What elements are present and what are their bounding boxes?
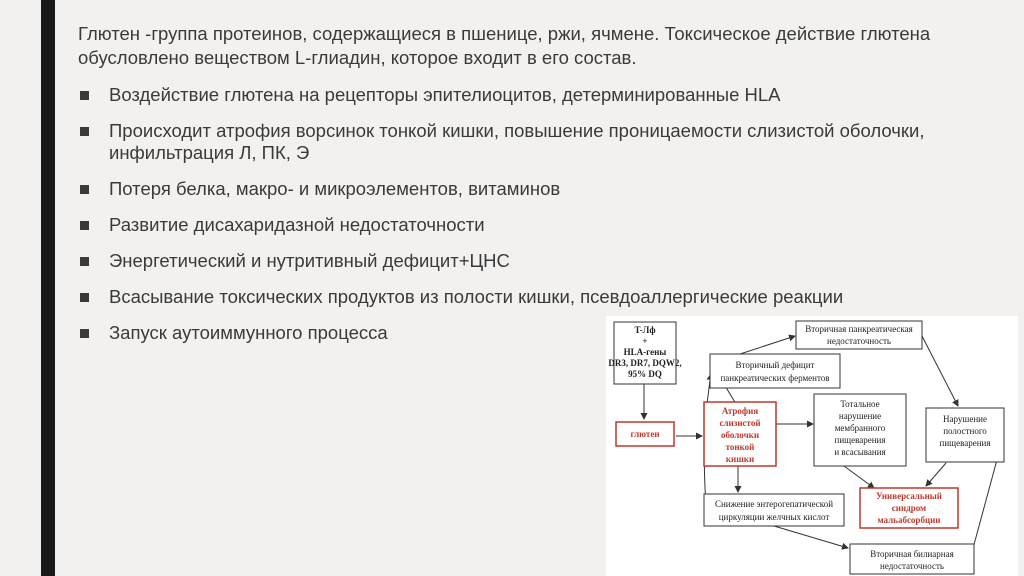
svg-text:Вторичный дефицит: Вторичный дефицит — [735, 360, 815, 370]
node-cavity-digestion — [926, 408, 1004, 462]
bullet-item: Развитие дисахаридазной недостаточности — [78, 214, 998, 236]
svg-text:T-Лф: T-Лф — [634, 325, 656, 335]
node-biliary-insufficiency — [850, 544, 974, 574]
svg-text:Нарушение: Нарушение — [943, 414, 987, 424]
node-total-membrane-digestion — [814, 394, 906, 466]
svg-text:нарушение: нарушение — [838, 411, 882, 421]
svg-text:кишки: кишки — [725, 454, 755, 464]
bullet-item: Воздействие глютена на рецепторы эпителиоцитов, детерминированные HLA — [78, 84, 998, 106]
square-bullet-icon — [80, 293, 89, 302]
node-secondary-pancreatic-insufficiency — [796, 321, 922, 349]
svg-text:пищеварения: пищеварения — [939, 438, 991, 448]
svg-text:HLA-гены: HLA-гены — [623, 347, 667, 357]
node-enterohepatic — [704, 494, 844, 526]
node-atrophy — [704, 402, 776, 466]
slide-content — [78, 22, 998, 358]
svg-text:пищеварения: пищеварения — [834, 435, 886, 445]
node-gluten — [616, 422, 674, 446]
square-bullet-icon — [80, 329, 89, 338]
bullet-item: Всасывание токсических продуктов из полости кишки, псевдоаллергические реакции — [78, 286, 998, 308]
arrow-pancreatic-to-cavity — [922, 336, 958, 406]
bullet-item: Потеря белка, макро- и микроэлементов, витаминов — [78, 178, 998, 200]
square-bullet-icon — [80, 91, 89, 100]
svg-text:синдром: синдром — [891, 503, 927, 513]
svg-text:Снижение энтерогепатической: Снижение энтерогепатической — [714, 499, 834, 509]
arrow-enterohepatic-to-biliary — [774, 526, 848, 548]
svg-text:мембранного: мембранного — [834, 423, 886, 433]
bullet-item: Запуск аутоиммунного процесса — [78, 322, 998, 344]
svg-text:недостаточность: недостаточность — [880, 561, 944, 571]
arrow-biliary-to-cavity — [972, 456, 998, 552]
arrow-cavity-to-malabsorption — [926, 463, 946, 486]
bullet-item: Энергетический и нутритивный дефицит+ЦНС — [78, 250, 998, 272]
bullet-list — [78, 84, 998, 344]
pathogenesis-diagram — [606, 316, 1018, 576]
svg-text:Вторичная панкреатическая: Вторичная панкреатическая — [805, 324, 913, 334]
svg-text:глютен: глютен — [630, 429, 660, 439]
svg-text:оболочки: оболочки — [720, 430, 760, 440]
svg-text:95% DQ: 95% DQ — [628, 369, 662, 379]
svg-text:мальабсорбции: мальабсорбции — [877, 515, 941, 525]
svg-text:DR3, DR7, DQW2,: DR3, DR7, DQW2, — [608, 358, 682, 368]
intro-paragraph: Глютен -группа протеинов, содержащиеся в пшенице, ржи, ячмене. Токсическое действие глютена обусловлено веществом L-глиадин, которое входит в его состав. — [78, 23, 931, 68]
svg-text:полостного: полостного — [943, 426, 987, 436]
svg-text:панкреатических ферментов: панкреатических ферментов — [720, 373, 830, 383]
svg-text:+: + — [642, 336, 648, 346]
svg-text:Тотальное: Тотальное — [840, 399, 880, 409]
arrow-enzyme-to-pancreatic — [734, 336, 795, 356]
svg-text:Универсальный: Универсальный — [876, 491, 942, 501]
svg-text:слизистой: слизистой — [719, 418, 761, 428]
square-bullet-icon — [80, 127, 89, 136]
square-bullet-icon — [80, 257, 89, 266]
node-secondary-enzyme-deficit — [710, 354, 840, 388]
svg-text:тонкой: тонкой — [725, 442, 755, 452]
svg-text:и всасывания: и всасывания — [834, 447, 886, 457]
bullet-item: Происходит атрофия ворсинок тонкой кишки, повышение проницаемости слизистой оболочки, инфильтрация Л, ПК, Э — [78, 120, 998, 164]
svg-text:Вторичная билиарная: Вторичная билиарная — [870, 549, 954, 559]
diagram-svg — [606, 316, 1018, 576]
node-tlf — [608, 322, 681, 384]
svg-text:циркуляции желчных кислот: циркуляции желчных кислот — [718, 512, 830, 522]
svg-text:Атрофия: Атрофия — [721, 406, 759, 416]
svg-text:недостаточность: недостаточность — [827, 336, 891, 346]
square-bullet-icon — [80, 185, 89, 194]
arrow-total-to-malabsorption — [844, 466, 874, 488]
node-malabsorption — [860, 488, 958, 528]
left-accent-bar — [41, 0, 55, 576]
square-bullet-icon — [80, 221, 89, 230]
